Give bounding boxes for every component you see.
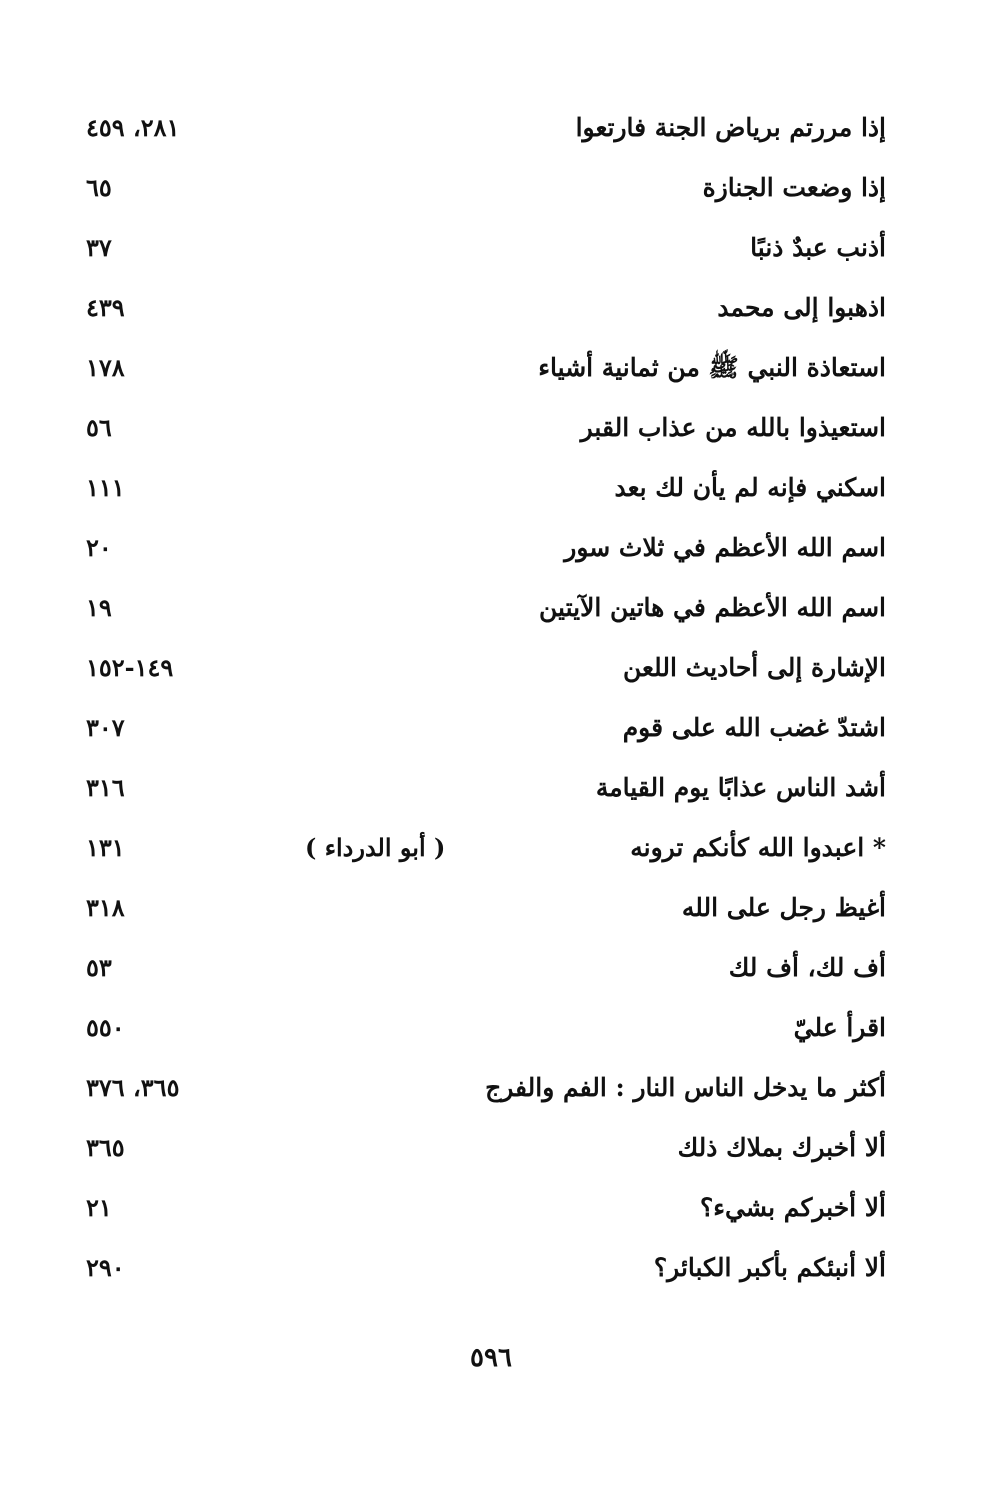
page-refs: ٣٧ xyxy=(86,233,112,262)
hadith-text: * اعبدوا الله كأنكم ترونه xyxy=(630,833,886,862)
index-entry xyxy=(0,640,982,700)
index-entry xyxy=(0,1060,982,1120)
hadith-text: إذا مررتم برياض الجنة فارتعوا xyxy=(575,113,886,142)
page-refs: ٤٣٩ xyxy=(86,293,125,322)
page-refs: ٣٠٧ xyxy=(86,713,125,742)
hadith-index-list xyxy=(0,100,982,1300)
hadith-text: ألا أخبركم بشيء؟ xyxy=(699,1193,886,1222)
hadith-text: اذهبوا إلى محمد xyxy=(717,293,886,322)
hadith-text: اسم الله الأعظم في ثلاث سور xyxy=(564,533,886,562)
index-entry xyxy=(0,220,982,280)
page-refs: ١٣١ xyxy=(86,833,125,862)
index-entry xyxy=(0,400,982,460)
hadith-text: ألا أخبرك بملاك ذلك xyxy=(677,1133,886,1162)
index-entry xyxy=(0,940,982,1000)
index-entry xyxy=(0,1120,982,1180)
index-entry xyxy=(0,820,982,880)
index-entry xyxy=(0,340,982,400)
hadith-text: أذنب عبدٌ ذنبًا xyxy=(750,233,886,262)
index-entry xyxy=(0,100,982,160)
hadith-text: اسكني فإنه لم يأن لك بعد xyxy=(614,473,886,502)
page-refs: ٣١٦ xyxy=(86,773,125,802)
page-refs: ٢٩٠ xyxy=(86,1253,125,1282)
index-entry xyxy=(0,1000,982,1060)
page-refs: ١٩ xyxy=(86,593,112,622)
page-refs: ٥٣ xyxy=(86,953,112,982)
narrator: ( أبو الدرداء ) xyxy=(305,833,446,862)
page-refs: ٣٦٥ xyxy=(86,1133,125,1162)
hadith-text: أف لك، أف لك xyxy=(728,953,886,982)
page-refs: ٦٥ xyxy=(86,173,112,202)
index-entry xyxy=(0,460,982,520)
index-entry xyxy=(0,700,982,760)
page-refs: ١٧٨ xyxy=(86,353,125,382)
page-refs: ٢٠ xyxy=(86,533,112,562)
hadith-text: أكثر ما يدخل الناس النار : الفم والفرج xyxy=(485,1073,886,1102)
hadith-text: الإشارة إلى أحاديث اللعن xyxy=(622,653,886,682)
hadith-text: استعيذوا بالله من عذاب القبر xyxy=(580,413,886,442)
index-entry xyxy=(0,280,982,340)
hadith-text: ألا أنبئكم بأكبر الكبائر؟ xyxy=(653,1253,886,1282)
hadith-text: استعاذة النبي ﷺ من ثمانية أشياء xyxy=(538,353,886,382)
hadith-text: اسم الله الأعظم في هاتين الآيتين xyxy=(539,593,886,622)
hadith-text: اشتدّ غضب الله على قوم xyxy=(622,713,886,742)
page-refs: ١٤٩-١٥٢ xyxy=(86,653,174,682)
index-entry xyxy=(0,760,982,820)
page-refs: ٥٥٠ xyxy=(86,1013,125,1042)
hadith-text: أشد الناس عذابًا يوم القيامة xyxy=(595,773,886,802)
hadith-text: إذا وضعت الجنازة xyxy=(702,173,886,202)
index-entry xyxy=(0,580,982,640)
page-number: ٥٩٦ xyxy=(470,1343,512,1373)
page-refs: ٥٦ xyxy=(86,413,112,442)
index-entry xyxy=(0,160,982,220)
page-refs: ١١١ xyxy=(86,473,125,502)
index-entry xyxy=(0,1180,982,1240)
index-entry xyxy=(0,880,982,940)
index-entry xyxy=(0,1240,982,1300)
page-refs: ٣١٨ xyxy=(86,893,125,922)
page-refs: ٣٦٥، ٣٧٦ xyxy=(86,1073,180,1102)
page-refs: ٢١ xyxy=(86,1193,112,1222)
index-entry xyxy=(0,520,982,580)
hadith-text: أغيظ رجل على الله xyxy=(681,893,886,922)
hadith-text: اقرأ عليّ xyxy=(793,1013,886,1042)
page-refs: ٢٨١، ٤٥٩ xyxy=(86,113,180,142)
